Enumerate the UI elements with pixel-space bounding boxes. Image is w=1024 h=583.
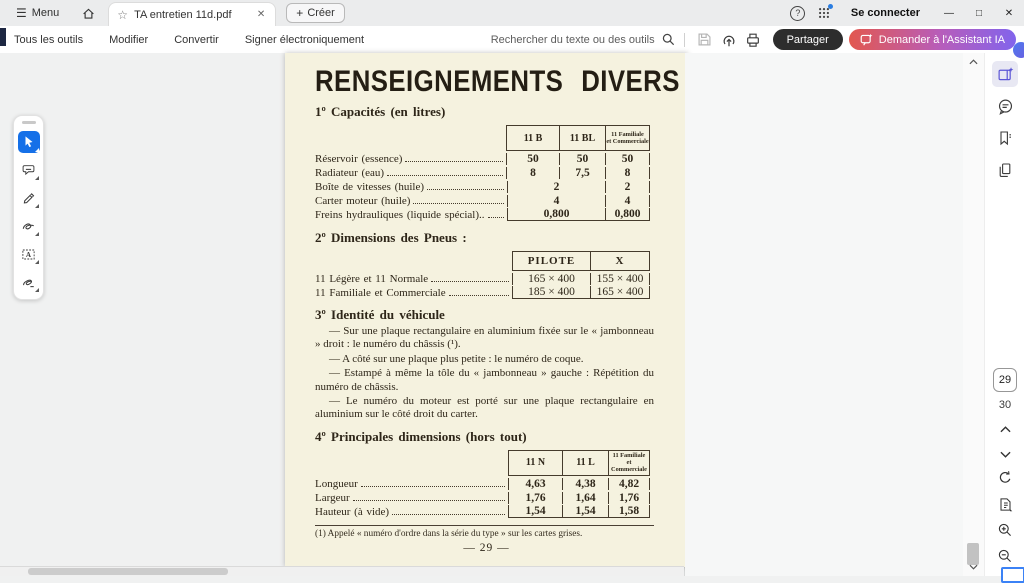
edit-menu-item[interactable]: Modifier xyxy=(109,33,149,46)
tools-menu-item[interactable]: Tous les outils xyxy=(14,33,84,46)
identity-paragraph: — Le numéro du moteur est porté sur une plaque rectangulaire en aluminium sur le côté droit du carter. xyxy=(315,395,654,421)
document-tab[interactable] xyxy=(108,2,276,27)
ai-assistant-button[interactable] xyxy=(849,29,1016,50)
identity-paragraph: — Sur une plaque rectangulaire en aluminium fixée sur le « jambonneau » droit : le numéro du châssis (¹). xyxy=(315,325,654,351)
next-page-button[interactable] xyxy=(1000,447,1011,461)
minimize-button[interactable]: — xyxy=(944,7,954,19)
select-tool-button[interactable] xyxy=(18,131,40,153)
table-row: Carter moteur (huile) 4 4 xyxy=(315,193,650,207)
quick-tools-panel xyxy=(13,115,44,300)
text-frame-icon xyxy=(21,247,36,262)
pages-icon xyxy=(997,162,1013,178)
tyres-table xyxy=(315,251,650,299)
scroll-up-icon[interactable] xyxy=(963,55,984,69)
toolbar-divider xyxy=(684,33,685,47)
save-button[interactable] xyxy=(693,29,717,51)
star-icon[interactable]: ☆ xyxy=(117,7,129,22)
help-button[interactable] xyxy=(785,0,811,26)
table-row: Boîte de vitesses (huile) 2 2 xyxy=(315,179,650,193)
ai-panel-icon xyxy=(997,66,1014,83)
pages-panel-button[interactable] xyxy=(992,157,1018,183)
save-icon xyxy=(697,32,712,47)
table-row: Freins hydrauliques (liquide spécial).. 0,800 0,800 xyxy=(315,207,650,221)
tab-close-icon[interactable]: ✕ xyxy=(256,9,266,20)
notification-dot xyxy=(828,4,833,9)
help-icon: ? xyxy=(790,6,805,21)
identity-paragraph: — Estampé à même la tôle du « jambonneau » gauche : Répétition du numéro de châssis. xyxy=(315,367,654,393)
table-row: Radiateur (eau) 8 7,5 8 xyxy=(315,165,650,179)
scribble-icon xyxy=(21,219,36,234)
svg-text:A: A xyxy=(25,250,32,259)
bookmarks-panel-button[interactable] xyxy=(992,125,1018,151)
rotate-page-button[interactable] xyxy=(997,469,1013,487)
dimensions-table xyxy=(315,450,650,518)
current-page-input[interactable]: 29 xyxy=(993,368,1017,392)
esign-menu-item[interactable]: Signer électroniquement xyxy=(244,33,365,46)
table-row: Réservoir (essence) 50 50 50 xyxy=(315,151,650,165)
comment-icon xyxy=(21,163,36,178)
menu-label: Menu xyxy=(31,7,60,19)
text-box-tool-button[interactable] xyxy=(18,243,40,265)
identity-paragraph: — A côté sur une plaque plus petite : le numéro de coque. xyxy=(329,352,584,365)
plus-icon: + xyxy=(296,6,304,20)
col-header: 11 Familiale et Commerciale xyxy=(608,451,649,475)
home-icon xyxy=(81,6,96,21)
canvas-right-area xyxy=(685,53,963,576)
document-canvas xyxy=(0,53,685,576)
bookmark-icon xyxy=(997,130,1013,146)
section1-heading: 1º Capacités (en litres) xyxy=(315,104,446,119)
search-placeholder: Rechercher du texte ou des outils xyxy=(490,33,655,46)
share-label: Partager xyxy=(786,33,829,46)
highlighter-icon xyxy=(21,191,36,206)
section2-heading: 2º Dimensions des Pneus : xyxy=(315,230,467,245)
previous-page-button[interactable] xyxy=(1000,422,1011,436)
page-number-footer: — 29 — xyxy=(463,541,510,554)
notification-badge xyxy=(1013,42,1024,58)
drag-handle[interactable] xyxy=(22,121,36,124)
convert-menu-item[interactable]: Convertir xyxy=(174,33,219,46)
col-header: 11 Familiale et Commerciale xyxy=(605,126,649,150)
upload-button[interactable] xyxy=(717,29,741,51)
col-header: PILOTE xyxy=(512,252,590,270)
cloud-upload-icon xyxy=(721,32,737,48)
signature-icon xyxy=(21,275,36,290)
table-row: Hauteur (à vide) 1,54 1,54 1,58 xyxy=(315,504,650,518)
close-button[interactable]: ✕ xyxy=(1004,7,1014,19)
col-header: 11 BL xyxy=(559,126,605,150)
sign-in-button[interactable]: Se connecter xyxy=(850,7,920,19)
ai-panel-button[interactable] xyxy=(992,61,1018,87)
print-button[interactable] xyxy=(741,29,765,51)
horizontal-scrollbar-thumb[interactable] xyxy=(28,568,228,575)
comments-panel-button[interactable] xyxy=(992,93,1018,119)
comment-bubble-icon xyxy=(997,98,1014,115)
section4-heading: 4º Principales dimensions (hors tout) xyxy=(315,428,527,444)
menu-button[interactable] xyxy=(0,0,69,26)
hamburger-icon: ☰ xyxy=(16,6,27,20)
tab-title: TA entretien 11d.pdf xyxy=(134,8,232,21)
col-header: 11 N xyxy=(508,451,562,475)
vertical-scrollbar[interactable] xyxy=(963,53,984,576)
horizontal-scrollbar[interactable] xyxy=(0,566,684,576)
create-label: Créer xyxy=(307,7,335,19)
zoom-value-box[interactable] xyxy=(1001,567,1024,583)
table-row: 11 Familiale et Commerciale 185 × 400 165 × 400 xyxy=(315,285,650,299)
col-header: X xyxy=(590,252,649,270)
search-icon xyxy=(661,32,676,47)
next-page-label[interactable]: 30 xyxy=(998,399,1012,411)
capacities-table xyxy=(315,125,650,221)
comment-tool-button[interactable] xyxy=(18,159,40,181)
highlight-tool-button[interactable] xyxy=(18,187,40,209)
col-header: 11 L xyxy=(562,451,608,475)
zoom-out-button[interactable] xyxy=(997,547,1013,565)
printer-icon xyxy=(745,32,761,48)
maximize-button[interactable]: □ xyxy=(975,7,983,19)
ai-assistant-label: Demander à l'Assistant IA xyxy=(878,33,1005,46)
table-row: 11 Légère et 11 Normale 165 × 400 155 × 400 xyxy=(315,271,650,285)
pdf-page xyxy=(285,53,688,567)
col-header: 11 B xyxy=(506,126,559,150)
table-row: Longueur 4,63 4,38 4,82 xyxy=(315,476,650,490)
titlebar xyxy=(0,0,1024,26)
ai-chat-icon xyxy=(860,33,873,46)
doc-title: RENSEIGNEMENTS DIVERS xyxy=(315,65,680,98)
draw-tool-button[interactable] xyxy=(18,215,40,237)
sign-tool-button[interactable] xyxy=(18,271,40,293)
zoom-in-button[interactable] xyxy=(997,521,1013,539)
table-row: Largeur 1,76 1,64 1,76 xyxy=(315,490,650,504)
save-page-button[interactable] xyxy=(998,495,1013,513)
apps-grid-button[interactable] xyxy=(811,0,837,26)
section3-heading: 3º Identité du véhicule xyxy=(315,307,445,322)
create-button[interactable] xyxy=(286,3,345,23)
share-button[interactable] xyxy=(773,29,843,50)
footnote: (1) Appelé « numéro d'ordre dans la série du type » sur les cartes grises. xyxy=(315,525,654,539)
cursor-icon xyxy=(22,135,36,149)
toolbar xyxy=(0,26,1024,54)
left-accent-strip xyxy=(0,28,6,46)
page-controls xyxy=(985,368,1024,565)
home-button[interactable] xyxy=(69,0,108,26)
right-panel-rail xyxy=(984,53,1024,576)
scroll-down-icon[interactable] xyxy=(963,560,984,574)
search-input[interactable] xyxy=(491,32,676,47)
